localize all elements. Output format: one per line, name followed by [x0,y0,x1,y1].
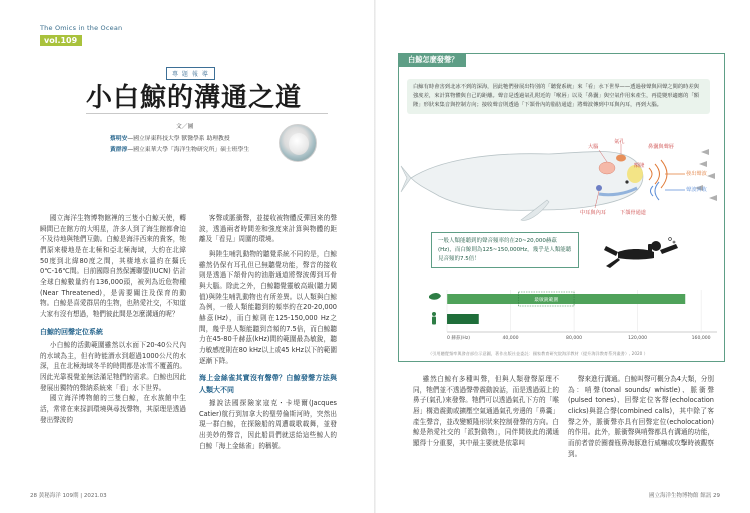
author-line [110,134,280,145]
label-blowhole: 氣孔 [614,139,625,145]
infographic-intro: 白鯨有時會害到北冰不到的深海，因此牠們發展出特別的「聽覺系統」來「看」水下世界——透過發聲與回聲之間的時差與強度差，來計算物體與自己的距離。聲音是透過氣孔附近的「喉唇」以及「鼻囊」與空氣作用來產生，再從變形適應的「額隆」形狀來集音與控制方向；接收聲音則透過「下頷骨內的脂肪通道」將聲波傳到中耳與內耳，再到大腦。 [407,79,710,114]
page-gutter [374,0,376,513]
nasal-sac-shape [616,155,626,162]
author-affiliation: —國立屏東科技大學 獸醫學系 助理教授 [127,136,230,142]
chart-svg [423,288,723,360]
paragraph: 據說法國探險家寇克・卡堤爾(Jacques Catier)航行到加拿大的聖勞倫斯河時，突然出現一群白鯨，在探險船的周遭載歌載舞，並發出美妙的聲音，因此船員們就送給這些鯨人的白鯨「海上金絲雀」的稱號。 [199,399,337,450]
beluga-eye [625,180,628,183]
beluga-range-bar [447,294,685,304]
label-return: 聲波回收 [686,187,707,193]
article-title: 小白鯨的溝通之道 [86,83,303,113]
sensitive-range-label: 最敏銳範圍 [534,297,559,303]
chart-marks [447,290,717,341]
human-range-bar [447,314,479,324]
paragraph: 小白鯨的活動範圍雖然以水面下20-40公尺內的水域為主，但有時能潛水到超過1000公尺的水深，且在北極海域冬半的時間都是冰雪不覆蓋的。因此光靠視覺並無法滿足牠們的需求。白鯨也因此發展出獨特的聲納系統來「看」水下世界。 [40,341,186,392]
page-folio-left: 28 黃秘海洋 109期 | 2021.03 [30,493,107,499]
page-folio-right: 國立海洋生物博物館 館訊 29 [649,493,720,499]
article-column-1 [40,213,186,425]
byline [110,124,280,156]
paragraph: 客聲或脈衝聲，並接收被物體反彈回來的聲波，透過兩者時間差和強度來計算與物體的距離及「看見」周圍的環境。 [199,214,337,244]
beluga-illustration [399,130,724,230]
byline-role: 文／圖 [176,124,194,130]
human-small-icon [432,312,436,325]
author-line [110,145,280,156]
section-heading: 白鯨的回聲定位系統 [40,327,103,336]
label-jaw: 下頷骨通道 [620,210,646,216]
paragraph: 與陸生哺乳動物的聽覺系統不同的是，白鯨雖然仍保有耳孔但已無聽覺功能，聲音的接收則是透過下頷骨內的油脂通道將聲波傳到耳骨與大腦。除此之外，白鯨聽覺靈敏高級(聽力閾值)與陸生哺乳動物也有所差異。以人類與白鯨為例，一般人類能聽到的頻率約在20-20,000赫茲(Hz)，而白鯨則在125-150,000 Hz之間，幾乎是人類能聽到音頻的7.5倍，而白鯨聽力在45-80千赫茲(kHz)間的範圍最為敏銳，聽力敏感度則在80 kHz以上或45 kHz以下的範圍逐漸下降。 [199,250,337,365]
beluga-tail [401,166,411,192]
article-column-2 [199,213,337,451]
label-brain: 大腦 [588,144,599,150]
hearing-range-chart [423,288,723,360]
section-heading: 海上金絲雀其實沒有聲帶？白鯨發聲方法與人類大不同 [199,374,337,394]
beluga-diagram [399,130,724,230]
author-name: 蔡明安 [110,136,128,142]
diver-icon [604,236,684,270]
brain-shape [599,162,615,174]
author-photo [279,124,317,162]
volume-badge: vol.109 [40,35,82,46]
label-melon: 額隆 [634,163,645,169]
returning-sound-wave [651,182,660,200]
tick-label: 0 赫茲(Hz) [447,336,471,341]
paragraph: 國立海洋生物博物館裡的三隻小白鯨天使，轉瞬間已在館方的大明星，許多人到了海生館都會迫不及待地與牠們互動。白鯨是海洋西來的貴客，牠們原來棲地是在北極和亞北極海域，大約在北緯50度到北緯80度之間，其棲地水溫約在攝氏0℃-16℃間。目前國際自然保護聯盟(IUCN) 估計全球白鯨數量約有136,000頭，被列為近危物種(Near Threatened)，是需要關注及保育的動物。白鯨是喜愛群居的生物，也熱愛社交，不知道大家有沒有想過，牠們彼此間是怎麼溝通的呢？ [40,214,186,319]
infographic-title: 白鯨怎麼發聲？ [398,53,466,67]
paragraph: 雖然白鯨有多種叫聲，但與人類發聲原理不同，牠們並不透過聲帶震動說話，而是透過頭上的鼻子(氣孔)來發聲。牠們可以透過氣孔下方的「喉唇」構造震動或擴壓空氣通過氣孔旁邊的「鼻囊」產生聲音，並改變額隆形狀來控制發聲的方向。白鯨是熱愛社交的「派對動物」，同伴間彼此的溝通顯得十分重要，其中最主要就是依靠叫 [413,375,559,448]
tick-label: 40,000 [502,336,519,341]
author-affiliation: —國立東華大學「海洋生物研究所」碩士班學生 [127,147,250,153]
tick-label: 80,000 [566,336,583,341]
article-column-3 [413,374,559,449]
frequency-note: 一般人類能聽到的聲音頻率約在20~20,000赫茲(Hz)，而白鯨則為125~150,000Hz，幾乎是人類能聽見音頻的7.5倍！ [431,232,579,268]
article-column-4 [568,374,714,459]
paragraph: 聲來進行溝通。白鯨叫聲可概分為4大類，分別為：哨聲(tonal sounds/ whistle)、脈衝聲 (pulsed tones)、回聲定位客聲(echolocation clicks)與混合聲(combined calls)，其中除了客聲之外，脈衝聲亦具有回聲定位(echolocation)的作用。此外，脈衝聲與哨聲都具有溝通的功能，而前者曾於圈養瓶鼻海豚進行威嚇或攻擊時被觀察到。 [568,375,714,458]
figure-caption: （引用聽覺頻率與發音部位示意圖，著作出版社並委託：國家教育研究院海洋教材（提升海洋教育系列叢書）, 2020 ） [428,351,648,356]
tick-label: 160,000 [691,336,711,341]
beluga-small-icon [429,293,441,300]
title-divider [86,113,328,114]
beluga-body [411,152,643,211]
section-tag: 專 題 報 導 [166,67,215,80]
label-emit: 發出聲波 [686,171,707,177]
series-title: The Omics in the Ocean [40,24,123,32]
paragraph: 國立海洋博物館的三隻白鯨，在水族館中生活，常常在來採訓環境與尋找聲物，其原理是透過發出聲波的 [40,394,186,424]
author-name: 黃群淳 [110,147,128,153]
label-ear: 中耳與內耳 [580,210,606,216]
ear-shape [596,185,602,191]
label-nasal-sac: 鼻囊與聲唇 [648,144,674,150]
tick-label: 120,000 [628,336,648,341]
